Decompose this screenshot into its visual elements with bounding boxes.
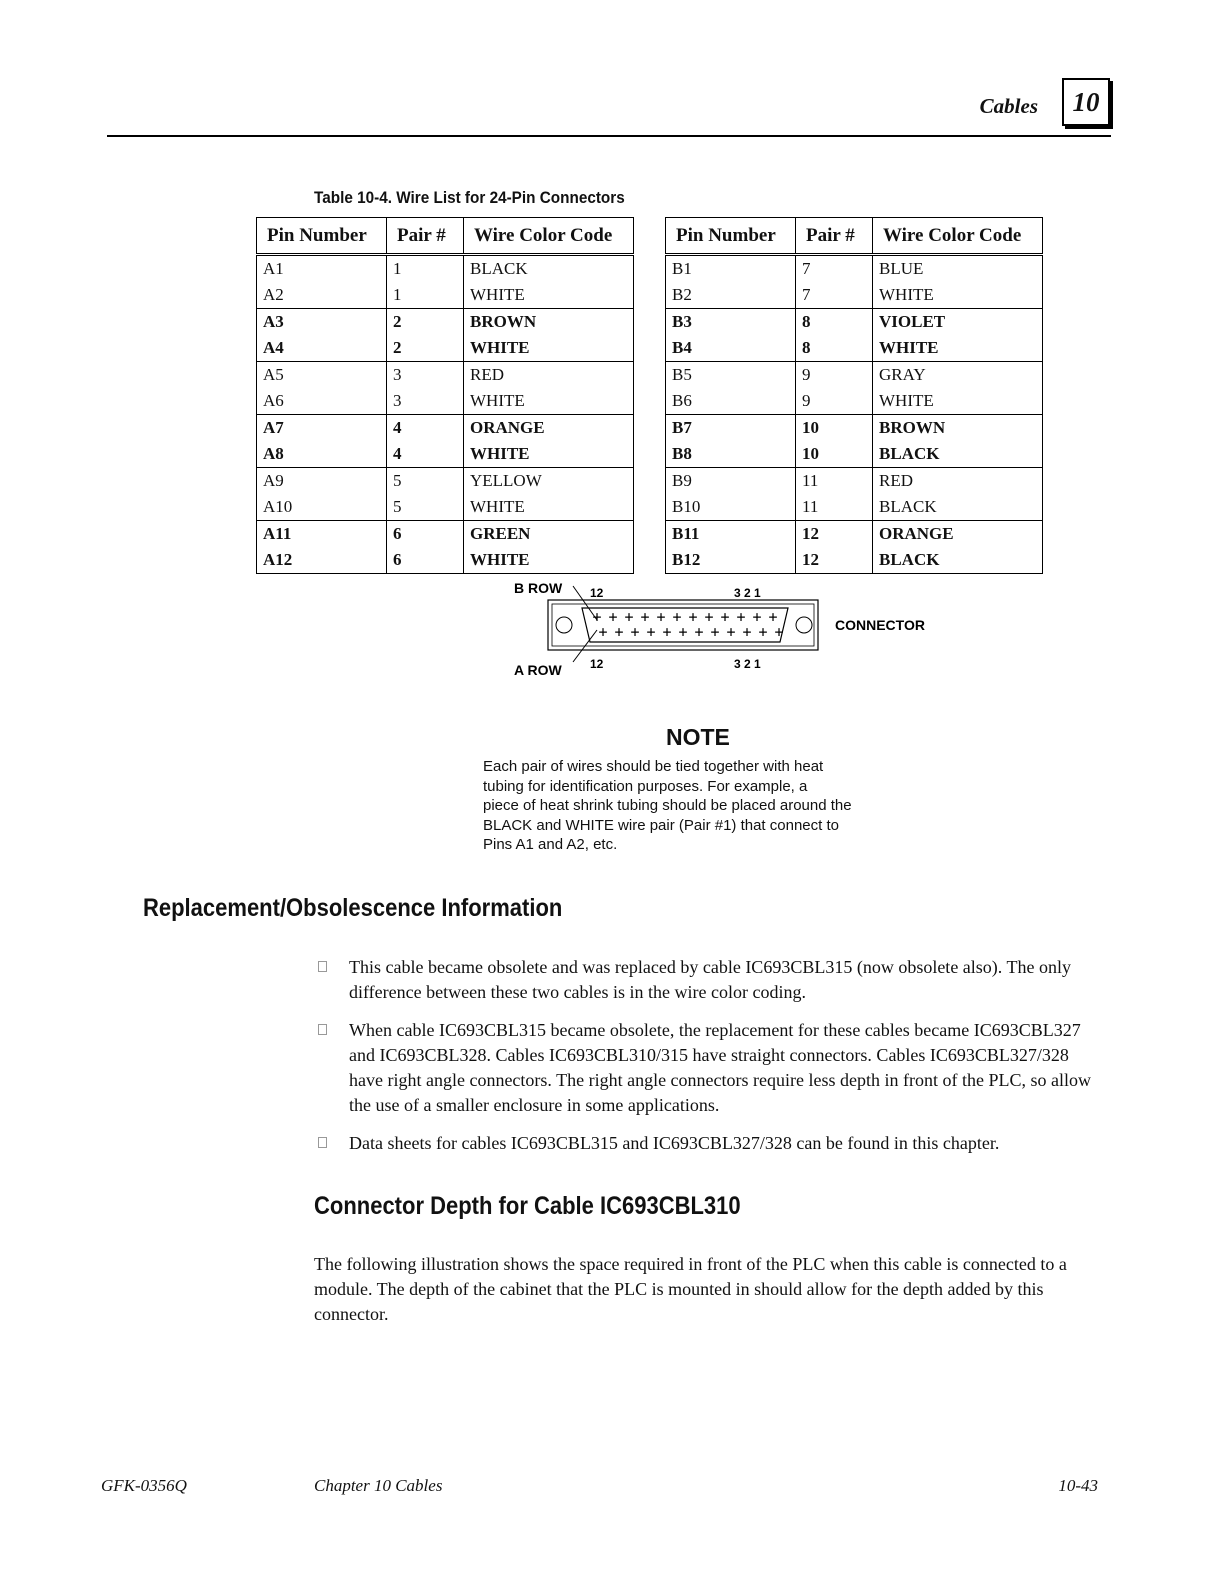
cell-pin: B1 [666, 255, 796, 283]
cell-pin: B3 [666, 309, 796, 336]
cell-color: YELLOW [464, 468, 634, 495]
cell-pin: A7 [257, 415, 387, 442]
a-row-pins-321-label: 3 2 1 [734, 657, 761, 671]
b-row-pin: + [704, 608, 714, 626]
replacement-bullet-list [314, 955, 1104, 1169]
note-line: BLACK and WHITE wire pair (Pair #1) that connect to [483, 816, 839, 834]
table-row [666, 415, 1043, 442]
note-line: Each pair of wires should be tied together with heat [483, 758, 824, 775]
cell-pair: 12 [796, 521, 873, 548]
column-header-pair: Pair # [796, 218, 873, 255]
cell-pin: B2 [666, 282, 796, 309]
a-row-pin: + [774, 623, 784, 641]
chapter-number-box: 10 [1062, 78, 1110, 126]
b-row-pins-321-label: 3 2 1 [734, 586, 761, 600]
cell-color: WHITE [873, 388, 1043, 415]
table-row [257, 309, 634, 336]
table-caption: Table 10-4. Wire List for 24-Pin Connectors [314, 188, 625, 207]
table-row [257, 335, 634, 362]
footer-page-number: 10-43 [1058, 1476, 1098, 1495]
cell-pair: 11 [796, 468, 873, 495]
cell-pair: 3 [387, 362, 464, 389]
table-row [666, 255, 1043, 283]
cell-pair: 2 [387, 309, 464, 336]
b-row-pin: + [672, 608, 682, 626]
a-row-pin: + [630, 623, 640, 641]
b-row-pin: + [752, 608, 762, 626]
cell-pair: 4 [387, 415, 464, 442]
b-row-label: B ROW [514, 580, 563, 596]
b-row-pin: + [736, 608, 746, 626]
cell-color: WHITE [873, 335, 1043, 362]
b-row-pin: + [608, 608, 618, 626]
cell-color: ORANGE [873, 521, 1043, 548]
cell-pair: 12 [796, 547, 873, 574]
wire-table-a-row [256, 217, 634, 574]
cell-pair: 6 [387, 521, 464, 548]
section-heading-replacement: Replacement/Obsolescence Information [143, 894, 563, 922]
column-header-color: Wire Color Code [873, 218, 1043, 255]
cell-pair: 2 [387, 335, 464, 362]
column-header-pin: Pin Number [666, 218, 796, 255]
cell-pair: 3 [387, 388, 464, 415]
cell-pin: B4 [666, 335, 796, 362]
cell-pin: B5 [666, 362, 796, 389]
table-row [666, 282, 1043, 309]
table-row [257, 255, 634, 283]
cell-color: VIOLET [873, 309, 1043, 336]
cell-color: GRAY [873, 362, 1043, 389]
cell-color: BROWN [873, 415, 1043, 442]
cell-pin: B6 [666, 388, 796, 415]
b-row-pin: + [768, 608, 778, 626]
bullet-box-icon [318, 961, 327, 972]
running-head-title: Cables [979, 94, 1038, 118]
left-mounting-hole [556, 617, 572, 633]
cell-pair: 7 [796, 282, 873, 309]
cell-color: WHITE [464, 441, 634, 468]
column-header-pair: Pair # [387, 218, 464, 255]
cell-pin: B10 [666, 494, 796, 521]
cell-pin: A8 [257, 441, 387, 468]
table-row [257, 441, 634, 468]
section-heading-connector-depth: Connector Depth for Cable IC693CBL310 [314, 1192, 741, 1220]
cell-color: GREEN [464, 521, 634, 548]
b-row-pin: + [640, 608, 650, 626]
cell-pair: 7 [796, 255, 873, 283]
cell-pair: 6 [387, 547, 464, 574]
cell-color: BROWN [464, 309, 634, 336]
table-row [666, 468, 1043, 495]
cell-color: WHITE [464, 335, 634, 362]
cell-pair: 8 [796, 309, 873, 336]
cell-color: RED [464, 362, 634, 389]
cell-pair: 1 [387, 255, 464, 283]
note-line: Pins A1 and A2, etc. [483, 836, 618, 854]
a-row-pin: + [758, 623, 768, 641]
a-row-pin: + [678, 623, 688, 641]
table-header-row [666, 218, 1043, 255]
cell-pin: A5 [257, 362, 387, 389]
cell-pin: B8 [666, 441, 796, 468]
cell-pin: A4 [257, 335, 387, 362]
a-row-pin: + [726, 623, 736, 641]
bullet-text: When cable IC693CBL315 became obsolete, the replacement for these cables became IC693CBL327 and IC693CBL328. Cables IC693CBL310/315 have straight connectors. Cables IC693CBL327/328 have right angle connectors. The right angle connectors require less depth in front of the PLC, so allow the use of a smaller enclosure in some applications. [349, 1020, 1091, 1115]
wire-table-a-body [257, 255, 634, 574]
cell-pin: A2 [257, 282, 387, 309]
header-rule [107, 135, 1111, 137]
cell-color: RED [873, 468, 1043, 495]
cell-color: BLACK [464, 255, 634, 283]
table-row [257, 282, 634, 309]
cell-color: ORANGE [464, 415, 634, 442]
cell-pin: B12 [666, 547, 796, 574]
cell-pair: 11 [796, 494, 873, 521]
note-body [483, 757, 883, 855]
b-row-pin: + [624, 608, 634, 626]
table-row [666, 309, 1043, 336]
cell-color: WHITE [464, 388, 634, 415]
cell-pair: 9 [796, 388, 873, 415]
cell-pin: B11 [666, 521, 796, 548]
cell-pair: 1 [387, 282, 464, 309]
cell-pair: 9 [796, 362, 873, 389]
b-row-pin-12-label: 12 [590, 586, 604, 600]
cell-pin: A9 [257, 468, 387, 495]
bullet-box-icon [318, 1137, 327, 1148]
cell-pair: 10 [796, 415, 873, 442]
table-row [666, 547, 1043, 574]
b-row-pin: + [688, 608, 698, 626]
b-row-pin: + [592, 608, 602, 626]
table-row [257, 362, 634, 389]
list-item [314, 955, 1104, 1005]
cell-pair: 10 [796, 441, 873, 468]
b-row-pin: + [720, 608, 730, 626]
table-row [666, 362, 1043, 389]
a-row-pin: + [742, 623, 752, 641]
table-row [666, 388, 1043, 415]
note-line: tubing for identification purposes. For example, a [483, 777, 808, 795]
cell-pair: 5 [387, 468, 464, 495]
a-row-pin: + [646, 623, 656, 641]
wire-table-b-row [665, 217, 1043, 574]
a-row-pin: + [662, 623, 672, 641]
table-row [257, 547, 634, 574]
table-row [257, 521, 634, 548]
table-row [666, 494, 1043, 521]
cell-color: WHITE [873, 282, 1043, 309]
bullet-text: Data sheets for cables IC693CBL315 and IC693CBL327/328 can be found in this chapter. [349, 1133, 1000, 1153]
cell-color: BLACK [873, 494, 1043, 521]
a-row-label: A ROW [514, 662, 562, 678]
cell-pin: A12 [257, 547, 387, 574]
cell-pair: 4 [387, 441, 464, 468]
a-row-pin: + [598, 623, 608, 641]
connector-diagram [500, 576, 940, 686]
bullet-text: This cable became obsolete and was replaced by cable IC693CBL315 (now obsolete also). The only difference between these two cables is in the wire color coding. [349, 957, 1071, 1002]
cell-pin: A1 [257, 255, 387, 283]
cell-pin: A11 [257, 521, 387, 548]
bullet-box-icon [318, 1024, 327, 1035]
wire-table-b-body [666, 255, 1043, 574]
table-row [257, 388, 634, 415]
list-item [314, 1131, 1104, 1156]
note-line: piece of heat shrink tubing should be placed around the [483, 797, 852, 815]
table-row [666, 335, 1043, 362]
cell-color: WHITE [464, 282, 634, 309]
cell-color: WHITE [464, 547, 634, 574]
cell-color: WHITE [464, 494, 634, 521]
a-row-pin: + [694, 623, 704, 641]
a-row-pin: + [710, 623, 720, 641]
cell-pair: 8 [796, 335, 873, 362]
connector-depth-paragraph: The following illustration shows the space required in front of the PLC when this cable is connected to a module. The depth of the cabinet that the PLC is mounted in should allow for the depth added by this connector. [314, 1254, 1067, 1324]
cell-pair: 5 [387, 494, 464, 521]
table-row [257, 415, 634, 442]
b-row-pin: + [656, 608, 666, 626]
cell-pin: A3 [257, 309, 387, 336]
connector-label: CONNECTOR [835, 617, 925, 633]
list-item [314, 1018, 1104, 1118]
table-row [666, 441, 1043, 468]
table-row [257, 468, 634, 495]
a-row-pin-12-label: 12 [590, 657, 604, 671]
cell-color: BLACK [873, 547, 1043, 574]
cell-color: BLUE [873, 255, 1043, 283]
footer-chapter: Chapter 10 Cables [314, 1476, 443, 1495]
cell-pin: B7 [666, 415, 796, 442]
right-mounting-hole [796, 617, 812, 633]
table-row [666, 521, 1043, 548]
cell-pin: A6 [257, 388, 387, 415]
column-header-pin: Pin Number [257, 218, 387, 255]
note-title: NOTE [666, 724, 730, 750]
cell-pin: B9 [666, 468, 796, 495]
table-header-row [257, 218, 634, 255]
cell-color: BLACK [873, 441, 1043, 468]
table-row [257, 494, 634, 521]
column-header-color: Wire Color Code [464, 218, 634, 255]
cell-pin: A10 [257, 494, 387, 521]
a-row-pin: + [614, 623, 624, 641]
footer-doc-id: GFK-0356Q [101, 1476, 187, 1495]
